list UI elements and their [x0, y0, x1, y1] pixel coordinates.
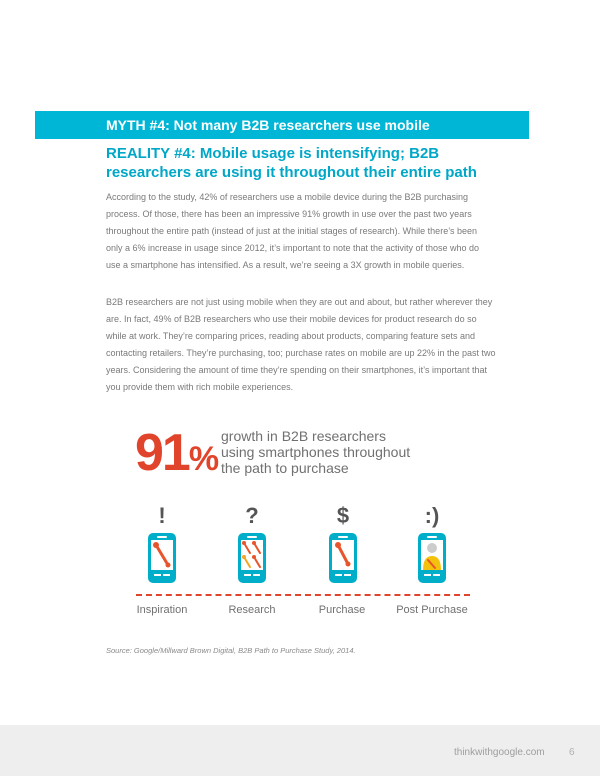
- body-paragraph-1: According to the study, 42% of researchers use a mobile device during the B2B purchasing process. Of those, there has been an impressive 91% growth in use over the past two years throughout the entire path (instead of just at the initial stages of research). While there’s been only a 6% increase in usage since 2012, it’s important to note that the activity of those who do use a smartphone has intensified. As a result, we’re seeing a 3X growth in mobile queries.: [106, 192, 480, 270]
- user-phone-icon: [418, 533, 446, 583]
- wrench-phone-icon: [329, 533, 357, 583]
- stage-symbol-post-purchase: :): [424, 503, 440, 528]
- stat-percent-sign: %: [188, 440, 220, 478]
- multi-tools-phone-icon: [238, 533, 266, 583]
- page-number: 6: [569, 747, 575, 758]
- stage-label-inspiration: Inspiration: [136, 604, 188, 616]
- stage-symbol-research: ?: [245, 503, 259, 528]
- stage-label-post-purchase: Post Purchase: [396, 604, 468, 616]
- stat-number-value: 91: [135, 424, 189, 482]
- footer-site-link[interactable]: thinkwithgoogle.com: [454, 747, 545, 758]
- path-dotted-line: [136, 594, 470, 596]
- stage-symbol-purchase: $: [336, 503, 350, 528]
- stage-label-research: Research: [228, 604, 276, 616]
- stage-symbol-inspiration: !: [158, 503, 166, 528]
- body-paragraph-2: B2B researchers are not just using mobile when they are out and about, but rather wherever they are. In fact, 49% of B2B researchers who use their mobile devices for product research do so while at work. They’re comparing prices, reading about products, comparing feature sets and contacting retailers. They’re purchasing, too; purchase rates on mobile are up 22% in the past two years. Considering the amount of time they’re spending on their smartphones, it’s important that you provide them with rich mobile experiences.: [106, 297, 496, 392]
- stage-label-purchase: Purchase: [318, 604, 366, 616]
- stat-description: growth in B2B researchers using smartphones throughout the path to purchase: [221, 428, 411, 476]
- wrench-phone-icon: [148, 533, 176, 583]
- myth-heading: MYTH #4: Not many B2B researchers use mobile: [106, 117, 430, 133]
- reality-heading: REALITY #4: Mobile usage is intensifying; B2B researchers are using it throughout their entire path: [106, 145, 477, 181]
- stat-number: [135, 425, 219, 487]
- source-citation: Source: Google/Millward Brown Digital, B2B Path to Purchase Study, 2014.: [106, 646, 356, 655]
